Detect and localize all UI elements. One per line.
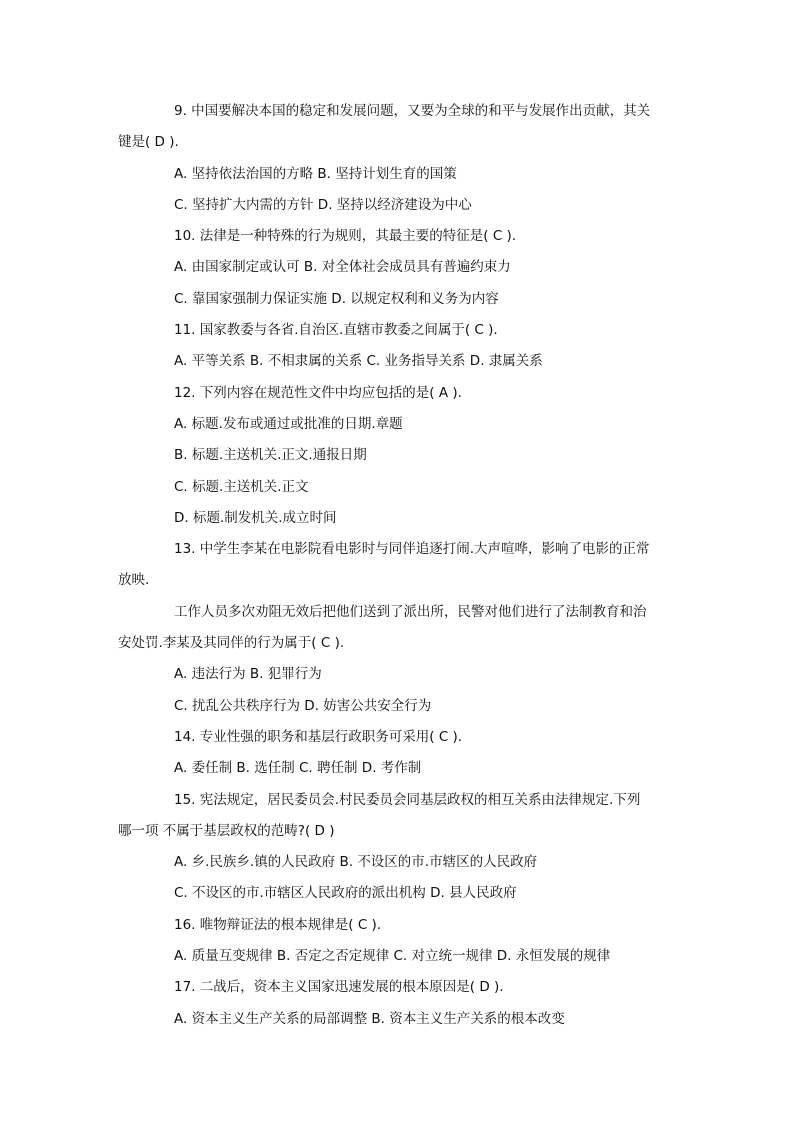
text-line: 键是( D ). <box>118 134 179 151</box>
text-line: C. 不设区的市.市辖区人民政府的派出机构 D. 县人民政府 <box>174 885 517 902</box>
text-line: A. 资本主义生产关系的局部调整 B. 资本主义生产关系的根本改变 <box>174 1010 565 1027</box>
text-line: 10. 法律是一种特殊的行为规则，其最主要的特征是( C ). <box>174 228 517 245</box>
text-line: 12. 下列内容在规范性文件中均应包括的是( A ). <box>174 384 462 401</box>
text-line: 16. 唯物辩证法的根本规律是( C ). <box>174 916 382 933</box>
text-line: A. 由国家制定或认可 B. 对全体社会成员具有普遍约束力 <box>174 259 511 276</box>
text-line: A. 违法行为 B. 犯罪行为 <box>174 666 322 683</box>
text-line: C. 标题.主送机关.正文 <box>174 478 309 495</box>
text-line: A. 委任制 B. 选任制 C. 聘任制 D. 考作制 <box>174 760 422 777</box>
text-line: 工作人员多次劝阻无效后把他们送到了派出所，民警对他们进行了法制教育和治 <box>174 603 647 620</box>
text-line: A. 标题.发布或通过或批准的日期.章题 <box>174 415 403 432</box>
text-line: 9. 中国要解决本国的稳定和发展问题，又要为全球的和平与发展作出贡献，其关 <box>174 103 651 119</box>
text-line: A. 质量互变规律 B. 否定之否定规律 C. 对立统一规律 D. 永恒发展的规律 <box>174 948 611 965</box>
text-line: D. 标题.制发机关.成立时间 <box>174 509 337 526</box>
text-line: 14. 专业性强的职务和基层行政职务可采用( C ). <box>174 728 463 745</box>
text-line: 安处罚.李某及其同伴的行为属于( C ). <box>118 635 345 652</box>
text-line: 哪一项 不属于基层政权的范畴?( D ) <box>118 822 335 839</box>
text-line: C. 扰乱公共秩序行为 D. 妨害公共安全行为 <box>174 697 432 714</box>
text-line: B. 标题.主送机关.正文.通报日期 <box>174 447 367 464</box>
text-line: 17. 二战后，资本主义国家迅速发展的根本原因是( D ). <box>174 979 504 996</box>
text-line: C. 坚持扩大内需的方针 D. 坚持以经济建设为中心 <box>174 196 472 213</box>
text-line: 放映. <box>118 572 150 589</box>
text-line: A. 乡.民族乡.镇的人民政府 B. 不设区的市.市辖区的人民政府 <box>174 854 538 871</box>
text-line: A. 坚持依法治国的方略 B. 坚持计划生育的国策 <box>174 165 457 182</box>
text-line: 11. 国家教委与各省.自治区.直辖市教委之间属于( C ). <box>174 322 498 339</box>
text-line: A. 平等关系 B. 不相隶属的关系 C. 业务指导关系 D. 隶属关系 <box>174 353 543 370</box>
text-line: C. 靠国家强制力保证实施 D. 以规定权利和义务为内容 <box>174 290 499 307</box>
text-line: 15. 宪法规定，居民委员会.村民委员会同基层政权的相互关系由法律规定.下列 <box>174 791 641 808</box>
text-line: 13. 中学生李某在电影院看电影时与同伴追逐打闹.大声喧哗，影响了电影的正常 <box>174 541 650 558</box>
document-body <box>118 96 678 1035</box>
